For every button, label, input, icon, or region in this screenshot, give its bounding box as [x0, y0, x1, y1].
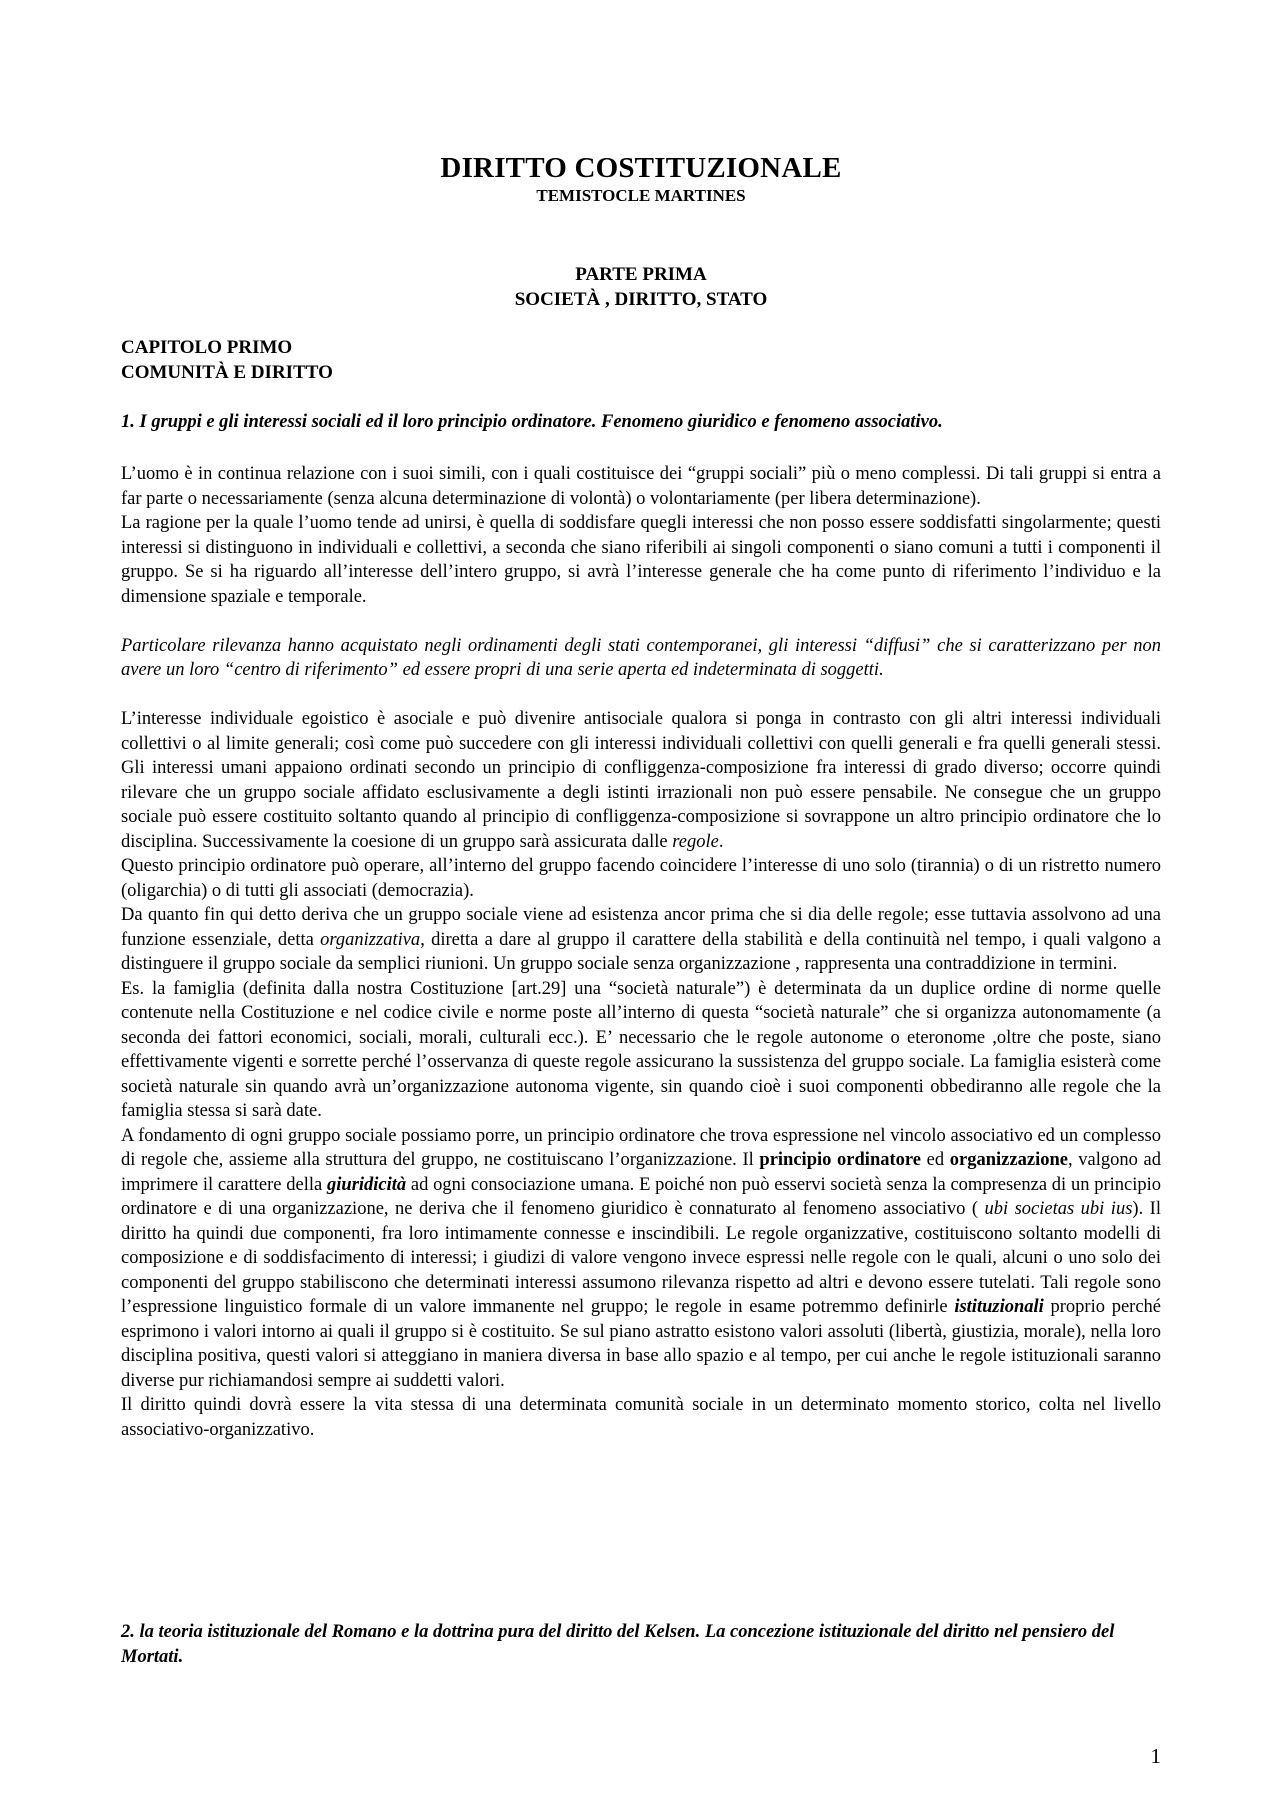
- document-title: DIRITTO COSTITUZIONALE: [440, 152, 842, 184]
- paragraph: [121, 707, 1161, 854]
- bold-term: principio ordinatore: [759, 1150, 921, 1170]
- paragraph: La ragione per la quale l’uomo tende ad unirsi, è quella di soddisfare quegli interessi che non posso essere soddisfatti singolarmente; questi interessi si distinguono in individuali e collettivi, a seconda che siano riferibili ai singoli componenti o siano comuni a tutti i componenti il gruppo. Se si ha riguardo all’interesse dell’intero gruppo, si avrà l’interesse generale che ha come punto di riferimento l’individuo e la dimensione spaziale e temporale.: [121, 513, 1161, 607]
- document-page: [121, 0, 1161, 1811]
- text-run: ad ogni consociazione umana. E poiché non può esservi società senza la compresenza di un principio ordinatore e di una organizzazione, ne deriva che il fenomeno giuridico è connaturato al fenomeno associativo (: [121, 1174, 1162, 1219]
- text-run: , diretta a dare al gruppo il carattere della stabilità e della continuità nel tempo, i quali valgono a distinguere il gruppo sociale da semplici riunioni. Un gruppo sociale senza organizzazione , rappresenta una contraddizione in termini.: [121, 929, 1161, 974]
- text-run: L’interesse individuale egoistico è asociale e può divenire antisociale qualora si ponga in contrasto con gli altri interessi individuali collettivi o al limite generali; così come può succedere con gli interessi individuali collettivi con quelli generali e fra quelli generali stessi. Gli interessi umani appaiono ordinati secondo un principio di confliggenza-composizione fra interessi di grado diverso; occorre quindi rilevare che un gruppo sociale affidato esclusivamente a degli istinti irrazionali non può essere pensabile. Ne consegue che un gruppo sociale può essere costituito soltanto quando al principio di confliggenza-composizione si sovrappone un altro principio ordinatore che lo disciplina. Successivamente la coesione di un gruppo sarà assicurata dalle: [121, 709, 1161, 852]
- section-1-heading: 1. I gruppi e gli interessi sociali ed il loro principio ordinatore. Fenomeno giuridico e fenomeno associativo.: [121, 412, 943, 432]
- text-run: proprio perché esprimono i valori intorno ai quali il gruppo si è costituito. Se sul piano astratto esistono valori assoluti (libertà, giustizia, morale), nella loro disciplina positiva, questi valori si atteggiano in maniera diversa in base allo spazio e al tempo, per cui anche le regole istituzionali saranno diverse pur richiamandosi sempre ai suddetti valori.: [121, 1297, 1161, 1391]
- bold-italic-term: giuridicità: [327, 1174, 407, 1195]
- paragraph: [121, 1124, 1161, 1394]
- text-run: Da quanto fin qui detto deriva che un gruppo sociale viene ad esistenza ancor prima che si dia delle regole; esse tuttavia assolvono ad una funzione essenziale, detta: [121, 905, 1161, 950]
- paragraph: [121, 903, 1161, 977]
- emphasis: ubi societas ubi ius: [984, 1199, 1133, 1219]
- emphasis: organizzativa: [320, 929, 421, 950]
- body-text: [121, 462, 1161, 1442]
- text-run: .: [718, 831, 724, 852]
- paragraph: Es. la famiglia (definita dalla nostra Costituzione [art.29] una “società naturale”) è determinata da un duplice ordine di norme quelle contenute nella Costituzione e nel codice civile e norme poste all’interno di questa “società naturale” che si organizza autonomamente (a seconda dei fattori economici, sociali, morali, culturali ecc.). E’ necessario che le regole autonome o eteronome ,oltre che poste, siano effettivamente vigenti e sorrette perché l’osservanza di queste regole assicurano la sussistenza del gruppo sociale. La famiglia esisterà come società naturale sin quando avrà un’organizzazione autonoma vigente, sin quando cioè i suoi componenti obbediranno alle regole che la famiglia stessa si sarà date.: [121, 978, 1161, 1121]
- chapter-label: CAPITOLO PRIMO: [121, 337, 293, 358]
- part-subtitle: SOCIETÀ , DIRITTO, STATO: [514, 289, 768, 310]
- paragraph: Questo principio ordinatore può operare, all’interno del gruppo facendo coincidere l’interesse di uno solo (tirannia) o di un ristretto numero (oligarchia) o di tutti gli associati (democrazia).: [121, 856, 1161, 901]
- section-2-heading: 2. la teoria istituzionale del Romano e la dottrina pura del diritto del Kelsen. La concezione istituzionale del diritto nel pensiero del Mortati.: [121, 1622, 1115, 1667]
- chapter-subtitle: COMUNITÀ E DIRITTO: [121, 362, 333, 383]
- text-run: , valgono ad imprimere il carattere della: [121, 1150, 1161, 1195]
- part-heading: [121, 262, 1161, 312]
- text-run: ). Il diritto ha quindi due componenti, fra loro intimamente connesse e inscindibili. Le regole organizzative, costituiscono soltanto modelli di composizione e di soddisfacimento di interessi; i giudizi di valore vengono invece espressi nelle regole con le quali, alcuni o uno solo dei componenti del gruppo stabiliscono che determinati interessi assumono rilevanza rispetto ad altri e devono essere tutelati. Tali regole sono l’espressione linguistico formale di un valore immanente nel gruppo; le regole in esame potremmo definirle: [121, 1199, 1161, 1317]
- text-run: ed: [920, 1150, 950, 1170]
- bold-italic-term: istituzionali: [954, 1297, 1044, 1317]
- chapter-heading: [121, 335, 333, 385]
- paragraph: L’uomo è in continua relazione con i suoi simili, con i quali costituisce dei “gruppi sociali” più o meno complessi. Di tali gruppi si entra a far parte o necessariamente (senza alcuna determinazione di volontà) o volontariamente (per libera determinazione).: [121, 464, 1161, 509]
- document-author: TEMISTOCLE MARTINES: [536, 186, 746, 205]
- text-run: A fondamento di ogni gruppo sociale possiamo porre, un principio ordinatore che trova espressione nel vincolo associativo ed un complesso di regole che, assieme alla struttura del gruppo, ne costituiscano l’organizzazione. Il: [121, 1125, 1161, 1170]
- page-number: 1: [1150, 1744, 1161, 1768]
- paragraph: Il diritto quindi dovrà essere la vita stessa di una determinata comunità sociale in un determinato momento storico, colta nel livello associativo-organizzativo.: [121, 1395, 1161, 1440]
- paragraph-italic: Particolare rilevanza hanno acquistato negli ordinamenti degli stati contemporanei, gli interessi “diffusi” che si caratterizzano per non avere un loro “centro di riferimento” ed essere propri di una serie aperta ed indeterminata di soggetti.: [121, 635, 1161, 680]
- part-label: PARTE PRIMA: [575, 264, 707, 285]
- bold-term: organizzazione: [949, 1150, 1068, 1170]
- emphasis: regole: [672, 831, 719, 852]
